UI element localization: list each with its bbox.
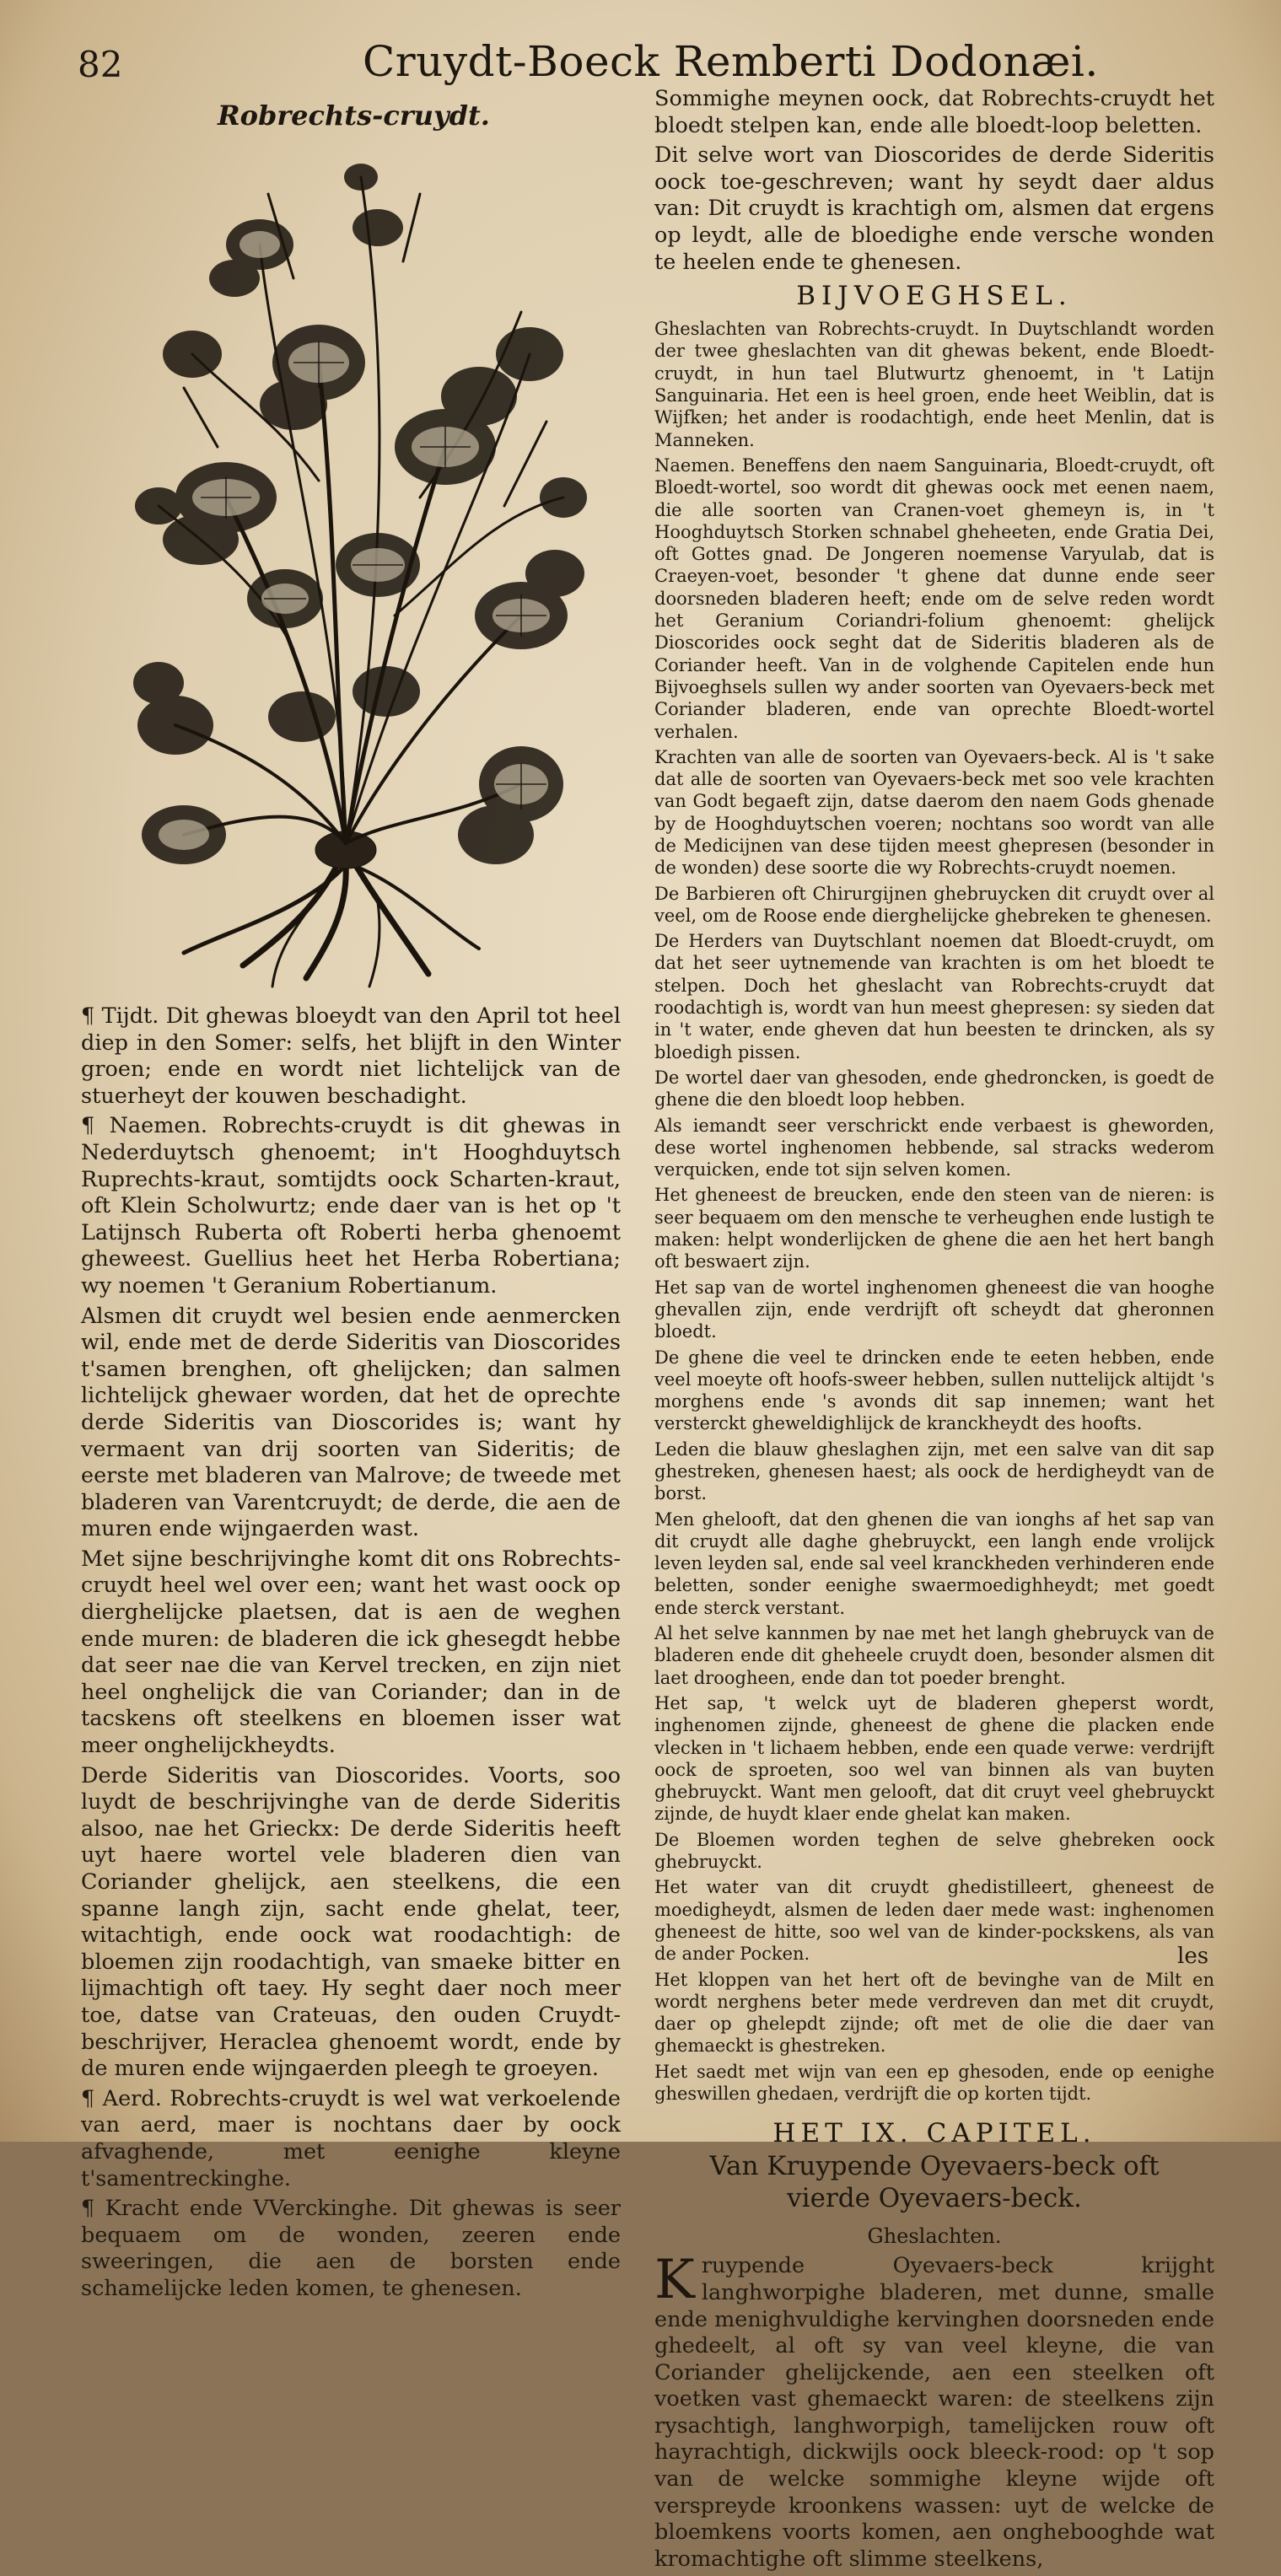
bijvoeghsel-paragraph: Krachten van alle de soorten van Oyevaers-beck. Al is 't sake dat alle de soorten van Oyevaers-beck met soo vele krachten van Godt begaeft zijn, datse daerom den naem Gods ghenade by de Hooghduytschen voeren; nochtans soo wordt van alle de Medicijnen van dese tijden meest ghepresen (besonder in de wonden) dese soorte die wy Robrechts-cruydt noemen. bbox=[654, 746, 1214, 879]
bijvoeghsel-paragraph: Het kloppen van het hert oft de bevinghe van de Milt en wordt nerghens beter mede verdreven dan met dit cruydt, daer op ghelepdt zijnde; oft met de olie die daer van ghemaeckt is ghestreken. bbox=[654, 1969, 1214, 2057]
paragraph-tijdt: ¶ Tijdt. Dit ghewas bloeydt van den April tot heel diep in den Somer: selfs, het blijft in den Winter groen; ende en wordt niet lichtelijck van de stuerheyt der kouwen beschadight. bbox=[81, 1003, 621, 1109]
running-title: Cruydt-Boeck Remberti Dodonæi. bbox=[363, 37, 1099, 86]
chapter-title bbox=[654, 2150, 1214, 2214]
catchword: les bbox=[1177, 1944, 1209, 1969]
chapter-number: HET IX. CAPITEL. bbox=[772, 2118, 1096, 2149]
paragraph-kracht: ¶ Kracht ende VVerckinghe. Dit ghewas is seer bequaem om de wonden, zeeren ende sweeringen, die aen de borsten ende schamelijcke leden komen, te ghenesen. bbox=[81, 2196, 621, 2301]
chapter-body-text: ruypende Oyevaers-beck krijght langhworpighe bladeren, met dunne, smalle ende menighvuldighe kervinghen doorsneden ende ghedeelt, al oft sy van veel kleyne, die van Coriander ghelijckende, aen een steelken oft voetken vast ghemaeckt waren: de steelkens zijn rysachtigh, langhworpigh, tamelijcken rouw oft hayrachtigh, dickwijls oock bleeck-rood: op 't sop van de welcke sommighe kleyne wijde oft verspreyde kroonkens wassen: uyt de welcke de bloemkens voorts komen, aen onghebooghde wat kromachtighe oft slimme steelkens, bbox=[654, 2253, 1214, 2572]
chapter-body bbox=[654, 2249, 1214, 2573]
section-title: BIJVOEGHSEL. bbox=[796, 281, 1073, 312]
drop-capital: K bbox=[654, 2249, 695, 2312]
bijvoeghsel-paragraph: De ghene die veel te drincken ende te eeten hebben, ende veel moeyte oft hoofs-sweer hebben, sullen nuttelijck altijdt 's morghens ende 's avonds dit sap innemen; want het versterckt gheweldighlijck de kranckheydt des hoofts. bbox=[654, 1347, 1214, 1434]
bijvoeghsel-paragraph: Al het selve kannmen by nae met het langh ghebruyck van de bladeren ende dit gheheele cruydt doen, besonder alsmen dit laet droogheen, ende dan tot poeder brenght. bbox=[654, 1623, 1214, 1688]
bijvoeghsel-paragraph: Leden die blauw gheslaghen zijn, met een salve van dit sap ghestreken, ghenesen haest; als oock de herdigheydt van de borst. bbox=[654, 1439, 1214, 1504]
paragraph-aerd: ¶ Aerd. Robrechts-cruydt is wel wat verkoelende van aerd, maer is nochtans daer by oock afvaghende, met eenighe kleyne t'samentreckinghe. bbox=[81, 2085, 621, 2191]
paragraph-derde-sideritis: Derde Sideritis van Dioscorides. Voorts, soo luydt de beschrijvinghe van de derde Sideritis alsoo, nae het Grieckx: De derde Sideritis heeft uyt haere wortel vele bladeren dien van Coriander ghelijck, aen steelkens, die een spanne langh zijn, sacht ende ghelat, teer, witachtigh, ende oock wat roodachtigh: de bloemen zijn roodachtigh, van smaeke bitter en lijmachtigh oft taey. Hy seght daer noch meer toe, datse van Crateuas, den ouden Cruydt-beschrijver, Heraclea ghenoemt wordt, ende by de muren ende wijngaerden pleegh te groeyen. bbox=[81, 1762, 621, 2082]
paragraph-intro-2: Dit selve wort van Dioscorides de derde Sideritis oock toe-geschreven; want hy seydt daer aldus van: Dit cruydt is krachtigh om, alsmen dat ergens op leydt, alle de bloedighe ende versche wonden te heelen ende te ghenesen. bbox=[654, 143, 1214, 275]
left-column bbox=[81, 1003, 621, 2306]
chapter-title-line-1: Van Kruypende Oyevaers-beck oft bbox=[709, 2151, 1160, 2182]
paragraph-naemen: ¶ Naemen. Robrechts-cruydt is dit ghewas in Nederduytsch ghenoemt; in't Hooghduytsch Ruprechts-kraut, somtijdts oock Scharten-kraut, oft Klein Scholwurtz; ende daer van is het op 't Latijnsch Ruberta oft Roberti herba ghenoemt gheweest. Guellius heet het Herba Robertiana; wy noemen 't Geranium Robertianum. bbox=[81, 1113, 621, 1299]
bijvoeghsel-paragraph: De Bloemen worden teghen de selve ghebreken oock ghebruyckt. bbox=[654, 1829, 1214, 1873]
figure-title: Robrechts-cruydt. bbox=[218, 99, 490, 132]
bijvoeghsel-paragraph: Het saedt met wijn van een ep ghesoden, ende op eenighe gheswillen ghedaen, verdrijft die op korten tijdt. bbox=[654, 2061, 1214, 2105]
chapter-subheading: Gheslachten. bbox=[867, 2224, 1002, 2249]
chapter-title-line-2: vierde Oyevaers-beck. bbox=[787, 2183, 1082, 2214]
bijvoeghsel-paragraph: De Herders van Duytschlant noemen dat Bloedt-cruydt, om dat het seer uytnemende van krachten is om het bloedt te stelpen. Doch het gheslacht van Robrechts-cruydt dat roodachtigh is, wordt van hun meest ghepresen: sy sieden dat in 't water, ende gheven dat hun beesten te drincken, als sy bloedigh pissen. bbox=[654, 931, 1214, 1062]
woodcut-plant-illustration bbox=[125, 143, 597, 991]
bijvoeghsel-paragraph: De Barbieren oft Chirurgijnen ghebruycken dit cruydt over al veel, om de Roose ende dierghelijcke ghebreken te ghenesen. bbox=[654, 883, 1214, 926]
paragraph-beschrijvinghe: Met sijne beschrijvinghe komt dit ons Robrechts-cruydt heel wel over een; want het wast oock op dierghelijcke plaetsen, dat is aen de weghen ende muren: de bladeren die ick ghesegdt hebbe dat seer nae die van Kervel trecken, en zijn niet heel onghelijck die van Coriander; dan in de tacskens oft steelkens en bloemen isser wat meer onghelijckheydts. bbox=[81, 1546, 621, 1759]
bijvoeghsel-paragraph: Gheslachten van Robrechts-cruydt. In Duytschlandt worden der twee gheslachten van dit ghewas bekent, ende Bloedt-cruydt, in hun tael Blutwurtz ghenoemt, in 't Latijn Sanguinaria. Het een is heel groen, ende heet Weiblin, dat is Wijfken; het ander is roodachtigh, ende heet Menlin, dat is Manneken. bbox=[654, 319, 1214, 450]
paragraph-sideritis: Alsmen dit cruydt wel besien ende aenmercken wil, ende met de derde Sideritis van Dioscorides t'samen brenghen, oft ghelijcken; dan salmen lichtelijck ghewaer worden, dat het de oprechte derde Sideritis van Dioscorides is; want hy vermaent van drij soorten van Sideritis; de eerste met bladeren van Malrove; de tweede met bladeren van Varentcruydt; de derde, die aen de muren ende wijngaerden wast. bbox=[81, 1303, 621, 1542]
right-column bbox=[654, 86, 1214, 2576]
bijvoeghsel-paragraph: De wortel daer van ghesoden, ende ghedroncken, is goedt de ghene die den bloedt loop hebben. bbox=[654, 1067, 1214, 1111]
bijvoeghsel-paragraph: Als iemandt seer verschrickt ende verbaest is gheworden, dese wortel inghenomen hebbende, sal stracks wederom verquicken, ende tot sijn selven komen. bbox=[654, 1115, 1214, 1180]
paragraph-intro-1: Sommighe meynen oock, dat Robrechts-cruydt het bloedt stelpen kan, ende alle bloedt-loop beletten. bbox=[654, 86, 1214, 138]
folio-number: 82 bbox=[78, 44, 123, 85]
bijvoeghsel-paragraph: Het sap, 't welck uyt de bladeren gheperst wordt, inghenomen zijnde, gheneest de ghene die placken ende vlecken in 't lichaem hebben, ende een quade verwe: verdrijft oock de sproeten, soo wel van binnen als van buyten ghebruyckt. Want men gelooft, dat dit cruyt veel ghebruyckt zijnde, de huydt klaer ende ghelat kan maken. bbox=[654, 1692, 1214, 1825]
bijvoeghsel-paragraph: Men ghelooft, dat den ghenen die van ionghs af het sap van dit cruydt alle daghe ghebruyckt, een langh ende vrolijck leven leyden sal, ende sal veel kranckheden verhinderen ende beletten, sonder eenighe swaermoedighheydt; met goedt ende sterck verstant. bbox=[654, 1508, 1214, 1618]
bijvoeghsel-paragraph: Het gheneest de breucken, ende den steen van de nieren: is seer bequaem om den mensche te verheughen ende lustigh te maken: helpt wonderlijcken de ghene die aen het hert bangh oft beswaert zijn. bbox=[654, 1185, 1214, 1272]
bijvoeghsel-paragraph: Naemen. Beneffens den naem Sanguinaria, Bloedt-cruydt, oft Bloedt-wortel, soo wordt dit ghewas oock met eenen naem, die alle soorten van Cranen-voet ghemeyn is, in 't Hooghduytsch Storken schnabel gheheeten, ende Gratia Dei, oft Gottes gnad. De Jongeren noemense Varyulab, dat is Craeyen-voet, besonder 't ghene dat dunne ende seer doorsneden bladeren heeft; ende om de selve reden wordt het Geranium Coriandri-folium ghenoemt: ghelijck Dioscorides oock seght dat de Sideritis bladeren als de Coriander heeft. Van in de volghende Capitelen ende hun Bijvoeghsels sullen wy ander soorten van Oyevaers-beck met Coriander bladeren, ende van oprechte Bloedt-wortel verhalen. bbox=[654, 454, 1214, 742]
bijvoeghsel-paragraph: Het water van dit cruydt ghedistilleert, gheneest de moedigheydt, alsmen de leden daer mede wast: inghenomen gheneest de hitte, soo wel van de kinder-pockskens, als van de ander Pocken. bbox=[654, 1877, 1214, 1965]
bijvoeghsel-paragraph: Het sap van de wortel inghenomen gheneest die van hooghe ghevallen zijn, ende verdrijft oft scheydt dat gheronnen bloedt. bbox=[654, 1277, 1214, 1342]
